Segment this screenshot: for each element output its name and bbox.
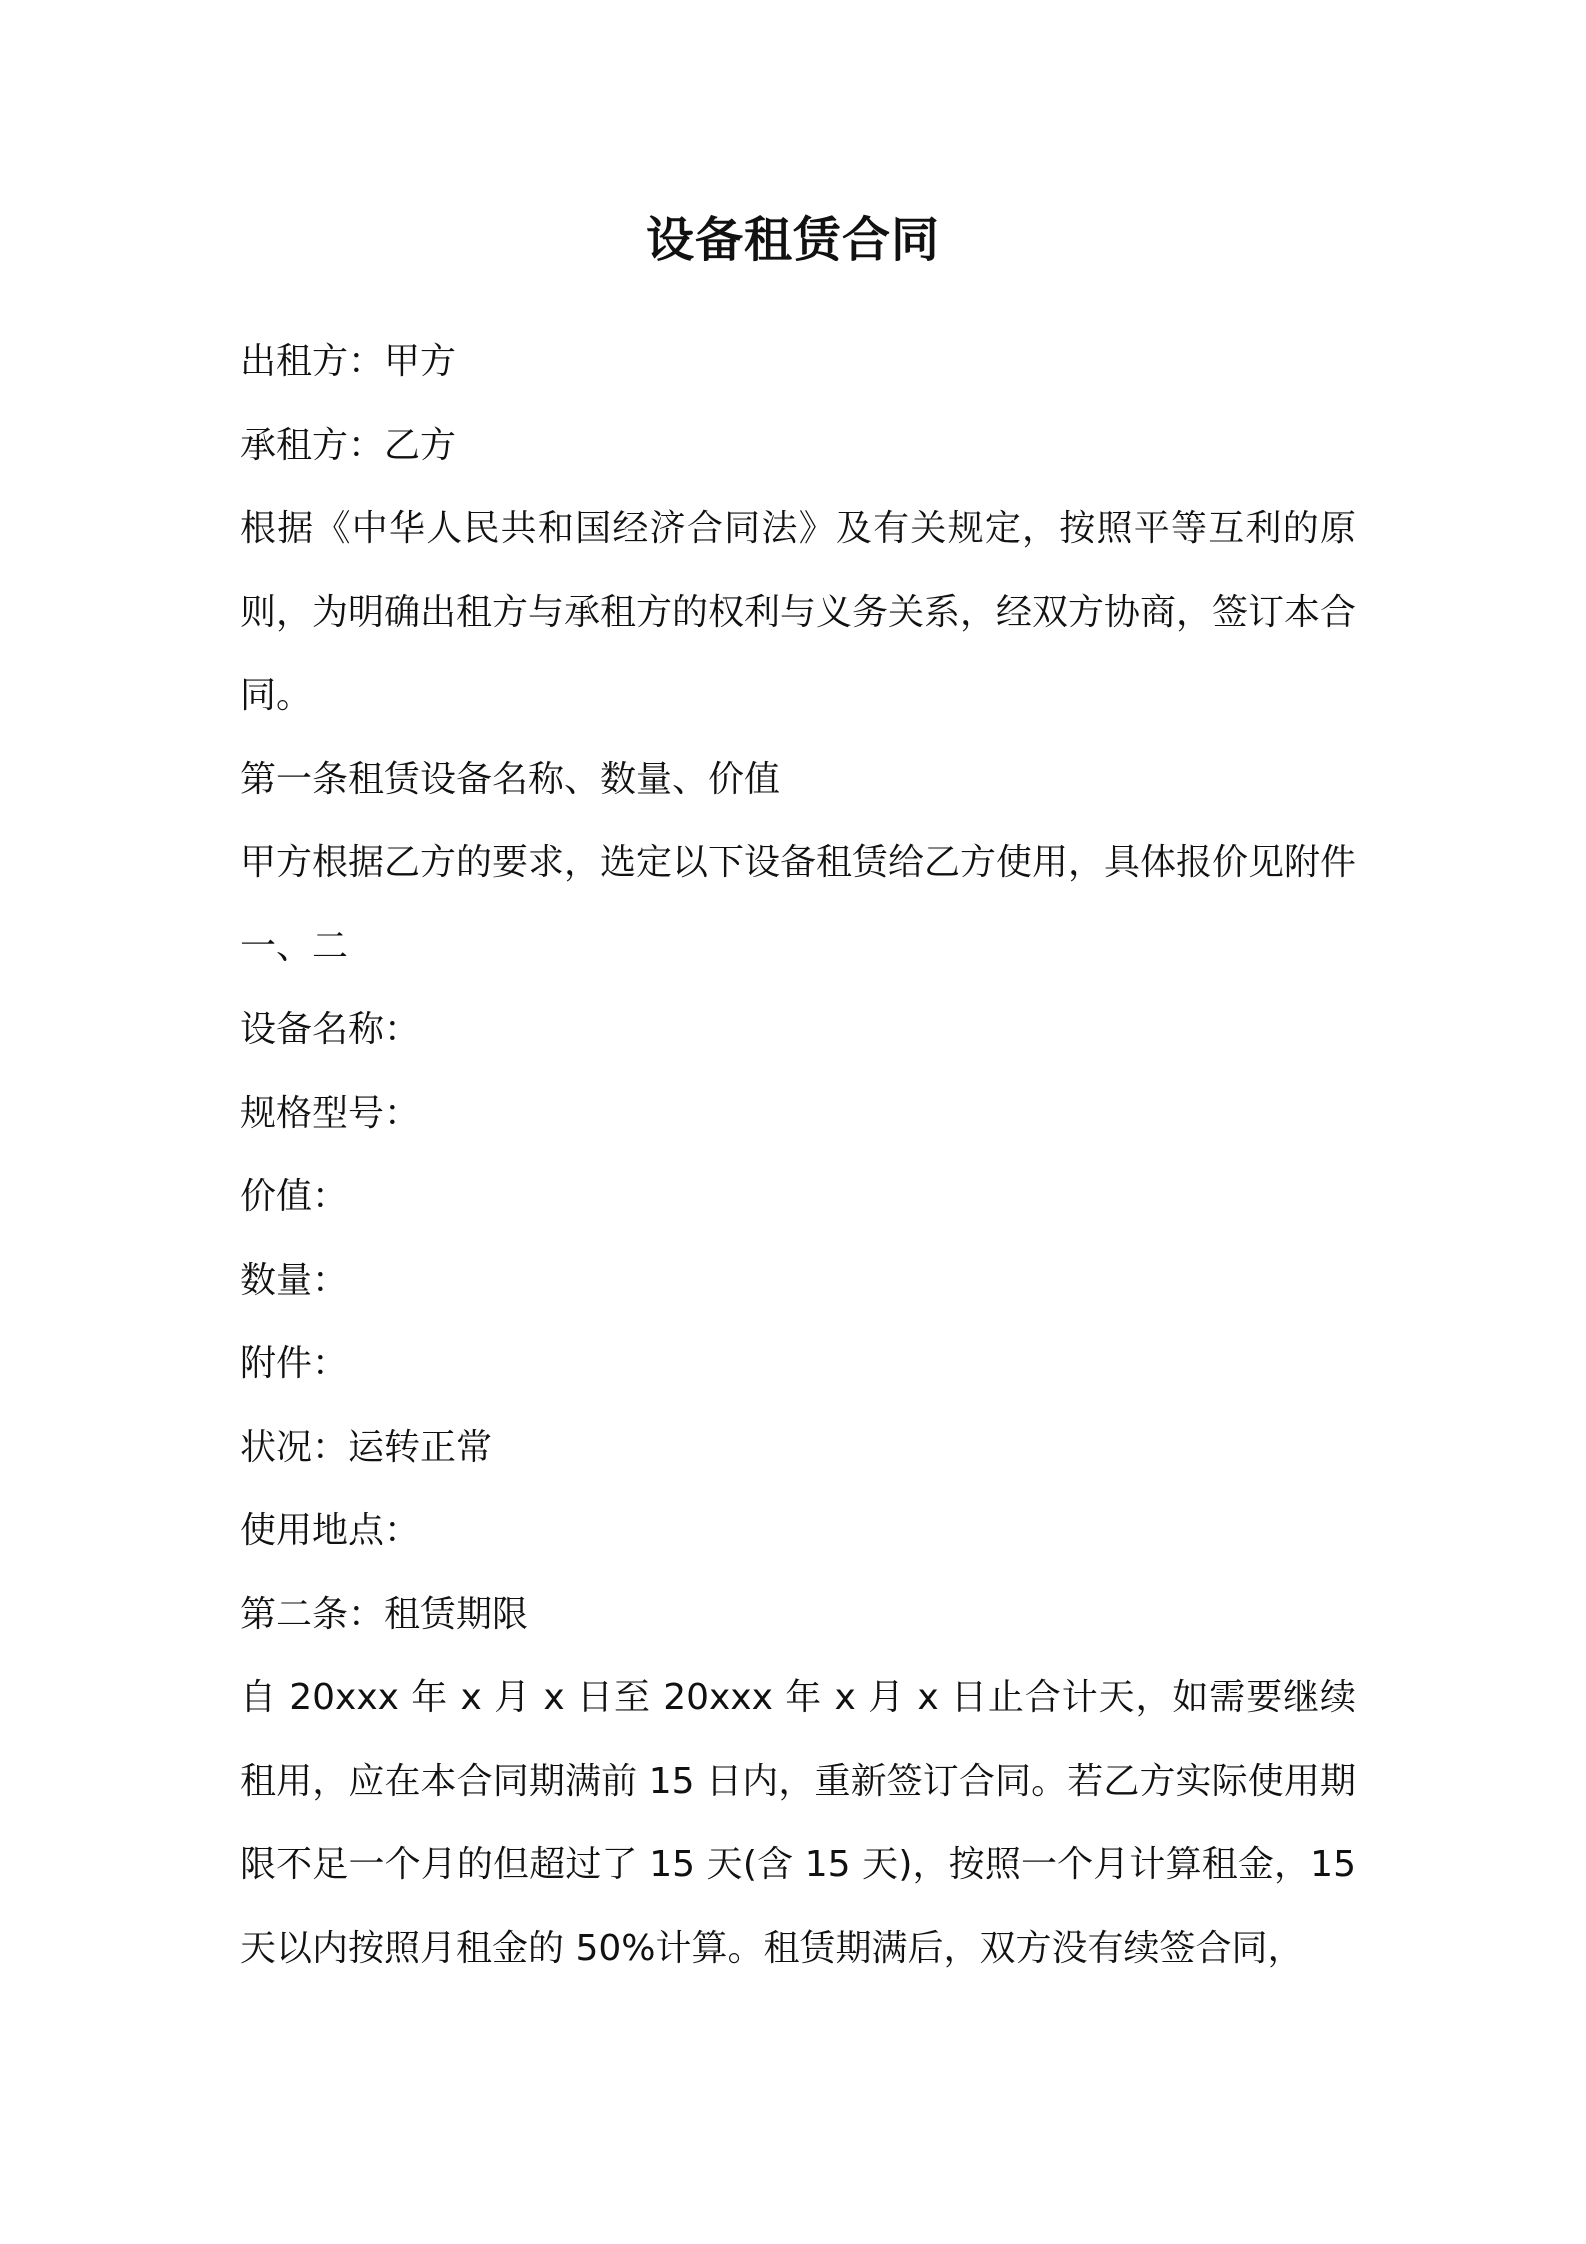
condition-field: 状况：运转正常 <box>240 1426 493 1468</box>
preamble-paragraph: 根据《中华人民共和国经济合同法》及有关规定，按照平等互利的原则，为明确出租方与承租方的权利与义务关系，经双方协商，签订本合同。 <box>240 508 1357 716</box>
value-field: 价值： <box>240 1176 349 1217</box>
equipment-name-field: 设备名称： <box>240 1009 421 1050</box>
document-title: 设备租赁合同 <box>645 212 940 268</box>
lessee-line: 承租方：乙方 <box>240 424 457 466</box>
lessor-line: 出租方：甲方 <box>240 341 457 382</box>
article-1-heading: 第一条租赁设备名称、数量、价值 <box>240 758 781 800</box>
location-field: 使用地点： <box>240 1510 421 1551</box>
article-2-heading: 第二条：租赁期限 <box>240 1593 529 1635</box>
attachment-field: 附件： <box>240 1343 349 1384</box>
document-body <box>240 320 1368 1990</box>
quantity-field: 数量： <box>240 1259 349 1301</box>
spec-model-field: 规格型号： <box>240 1092 421 1134</box>
article-1-paragraph: 甲方根据乙方的要求，选定以下设备租赁给乙方使用，具体报价见附件一、二 <box>240 842 1357 967</box>
article-2-paragraph: 自 20xxx 年 x 月 x 日至 20xxx 年 x 月 x 日止合计天，如需要继续租用，应在本合同期满前 15 日内，重新签订合同。若乙方实际使用期限不足一个月的但超过了 15 天(含 15 天)，按照一个月计算租金，15 天以内按照月租金的 50%计算。租赁期满后，双方没有续签合同， <box>240 1677 1368 1969</box>
